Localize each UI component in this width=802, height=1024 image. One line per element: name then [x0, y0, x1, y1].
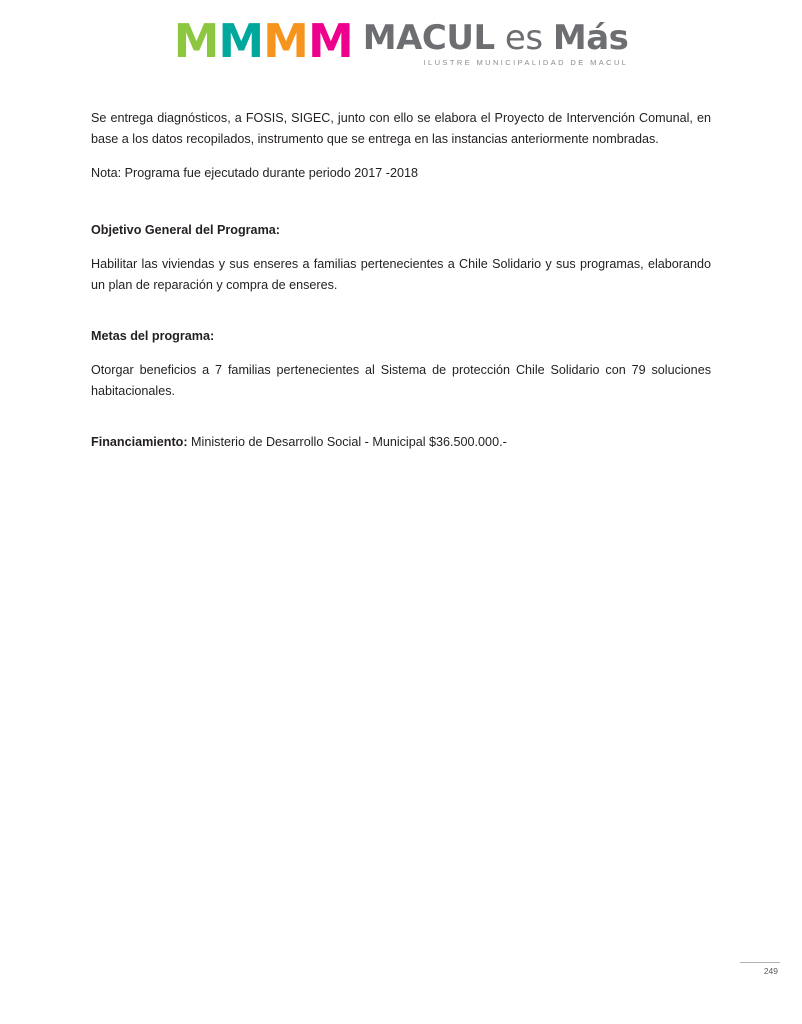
footer-divider	[740, 962, 780, 963]
logo-letter-1: M	[173, 14, 218, 68]
logo-wordmark-es: es	[494, 18, 553, 58]
logo-tagline: ILUSTRE MUNICIPALIDAD DE MACUL	[423, 58, 629, 67]
financiamiento-value: Ministerio de Desarrollo Social - Municipal $36.500.000.-	[187, 435, 507, 449]
paragraph-note: Nota: Programa fue ejecutado durante periodo 2017 -2018	[91, 166, 418, 180]
financiamiento-label: Financiamiento:	[91, 435, 188, 449]
page-footer	[725, 962, 780, 976]
logo-wordmark-macul: MACUL	[362, 18, 495, 58]
paragraph-metas: Otorgar beneficios a 7 familias pertenecientes al Sistema de protección Chile Solidario con 79 soluciones habitacionales.	[91, 363, 711, 398]
spacer	[91, 184, 711, 220]
logo-wordmark-mas: Más	[552, 18, 629, 58]
paragraph-financiamiento	[91, 432, 711, 453]
logo-letter-marks	[173, 14, 353, 68]
logo-letter-4: M	[307, 14, 352, 68]
spacer	[91, 241, 711, 254]
paragraph-intro: Se entrega diagnósticos, a FOSIS, SIGEC, junto con ello se elabora el Proyecto de Intervención Comunal, en base a los datos recopilados, instrumento que se entrega en las instancias anteriormente nombradas.	[91, 111, 711, 146]
logo-wordmark-block	[363, 20, 629, 67]
spacer	[91, 150, 711, 163]
logo-letter-3: M	[263, 14, 307, 68]
paragraph-objetivo: Habilitar las viviendas y sus enseres a familias pertenecientes a Chile Solidario y sus programas, elaborando un plan de reparación y compra de enseres.	[91, 257, 711, 292]
spacer	[91, 296, 711, 326]
heading-objetivo-general: Objetivo General del Programa:	[91, 223, 280, 237]
logo-letter-2: M	[218, 14, 263, 68]
logo-wordmark	[363, 20, 629, 56]
logo-header	[0, 14, 802, 68]
page-number: 249	[763, 966, 778, 976]
spacer	[91, 347, 711, 360]
heading-metas: Metas del programa:	[91, 329, 215, 343]
spacer	[91, 402, 711, 432]
document-body	[91, 108, 711, 453]
logo-inner	[173, 14, 629, 68]
